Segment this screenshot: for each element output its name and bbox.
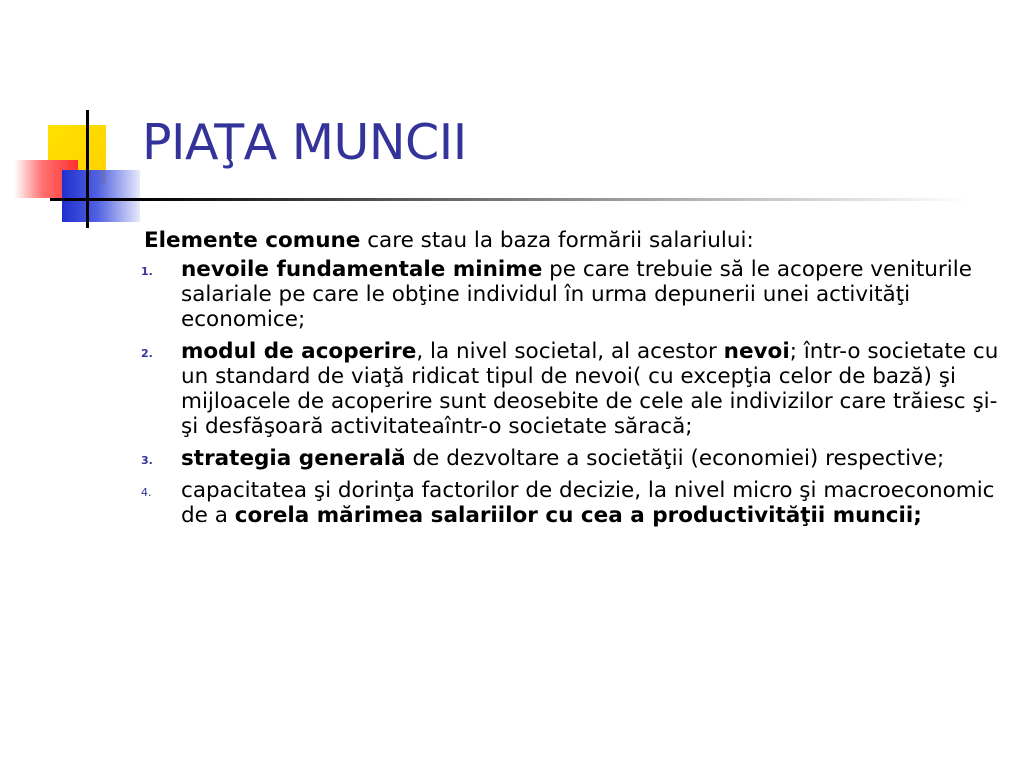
- slide-title: PIAŢA MUNCII: [142, 114, 467, 171]
- list-number: 1.: [141, 265, 153, 278]
- item-text: pe care trebuie să le acopere veniturile salariale pe care le obţine individul în urma depunerii unei activităţi economice;: [181, 257, 972, 332]
- list-item-3: [141, 446, 1004, 471]
- intro-line: [144, 228, 1004, 253]
- intro-bold: Elemente comune: [144, 228, 361, 253]
- item-bold-text: nevoile fundamentale minime: [181, 257, 543, 282]
- list-item-1: [141, 257, 1004, 332]
- numbered-list: [141, 257, 1004, 528]
- decor-vertical-line: [86, 110, 89, 228]
- item-text: ; într-o societate cu un standard de viaţă ridicat tipul de nevoi( cu excepţia celor de bază) şi mijloacele de acoperire sunt deosebite de cele ale indivizilor care trăiesc şi-şi desfăşoară activitateaîntr-o societate săracă;: [181, 339, 999, 439]
- slide-body: [141, 228, 1004, 535]
- list-item-4: [141, 478, 1004, 528]
- item-bold-text: nevoi: [723, 339, 790, 364]
- list-item-2: [141, 339, 1004, 439]
- item-bold-text: corela mărimea salariilor cu cea a productivităţii muncii;: [234, 503, 922, 528]
- item-text: , la nivel societal, al acestor: [416, 339, 724, 364]
- title-underline-rule: [140, 198, 970, 201]
- intro-text: care stau la baza formării salariului:: [360, 228, 754, 253]
- list-number: 2.: [141, 347, 153, 360]
- item-bold-text: modul de acoperire: [181, 339, 417, 364]
- decor-blue-bar: [62, 170, 140, 222]
- item-text: de dezvoltare a societăţii (economiei) respective;: [405, 446, 945, 471]
- item-text: capacitatea şi dorinţa factorilor de decizie, la nivel micro şi macroeconomic de a: [181, 478, 995, 528]
- list-number: 3.: [141, 454, 153, 467]
- item-bold-text: strategia generală: [181, 446, 406, 471]
- list-number: 4.: [141, 486, 152, 499]
